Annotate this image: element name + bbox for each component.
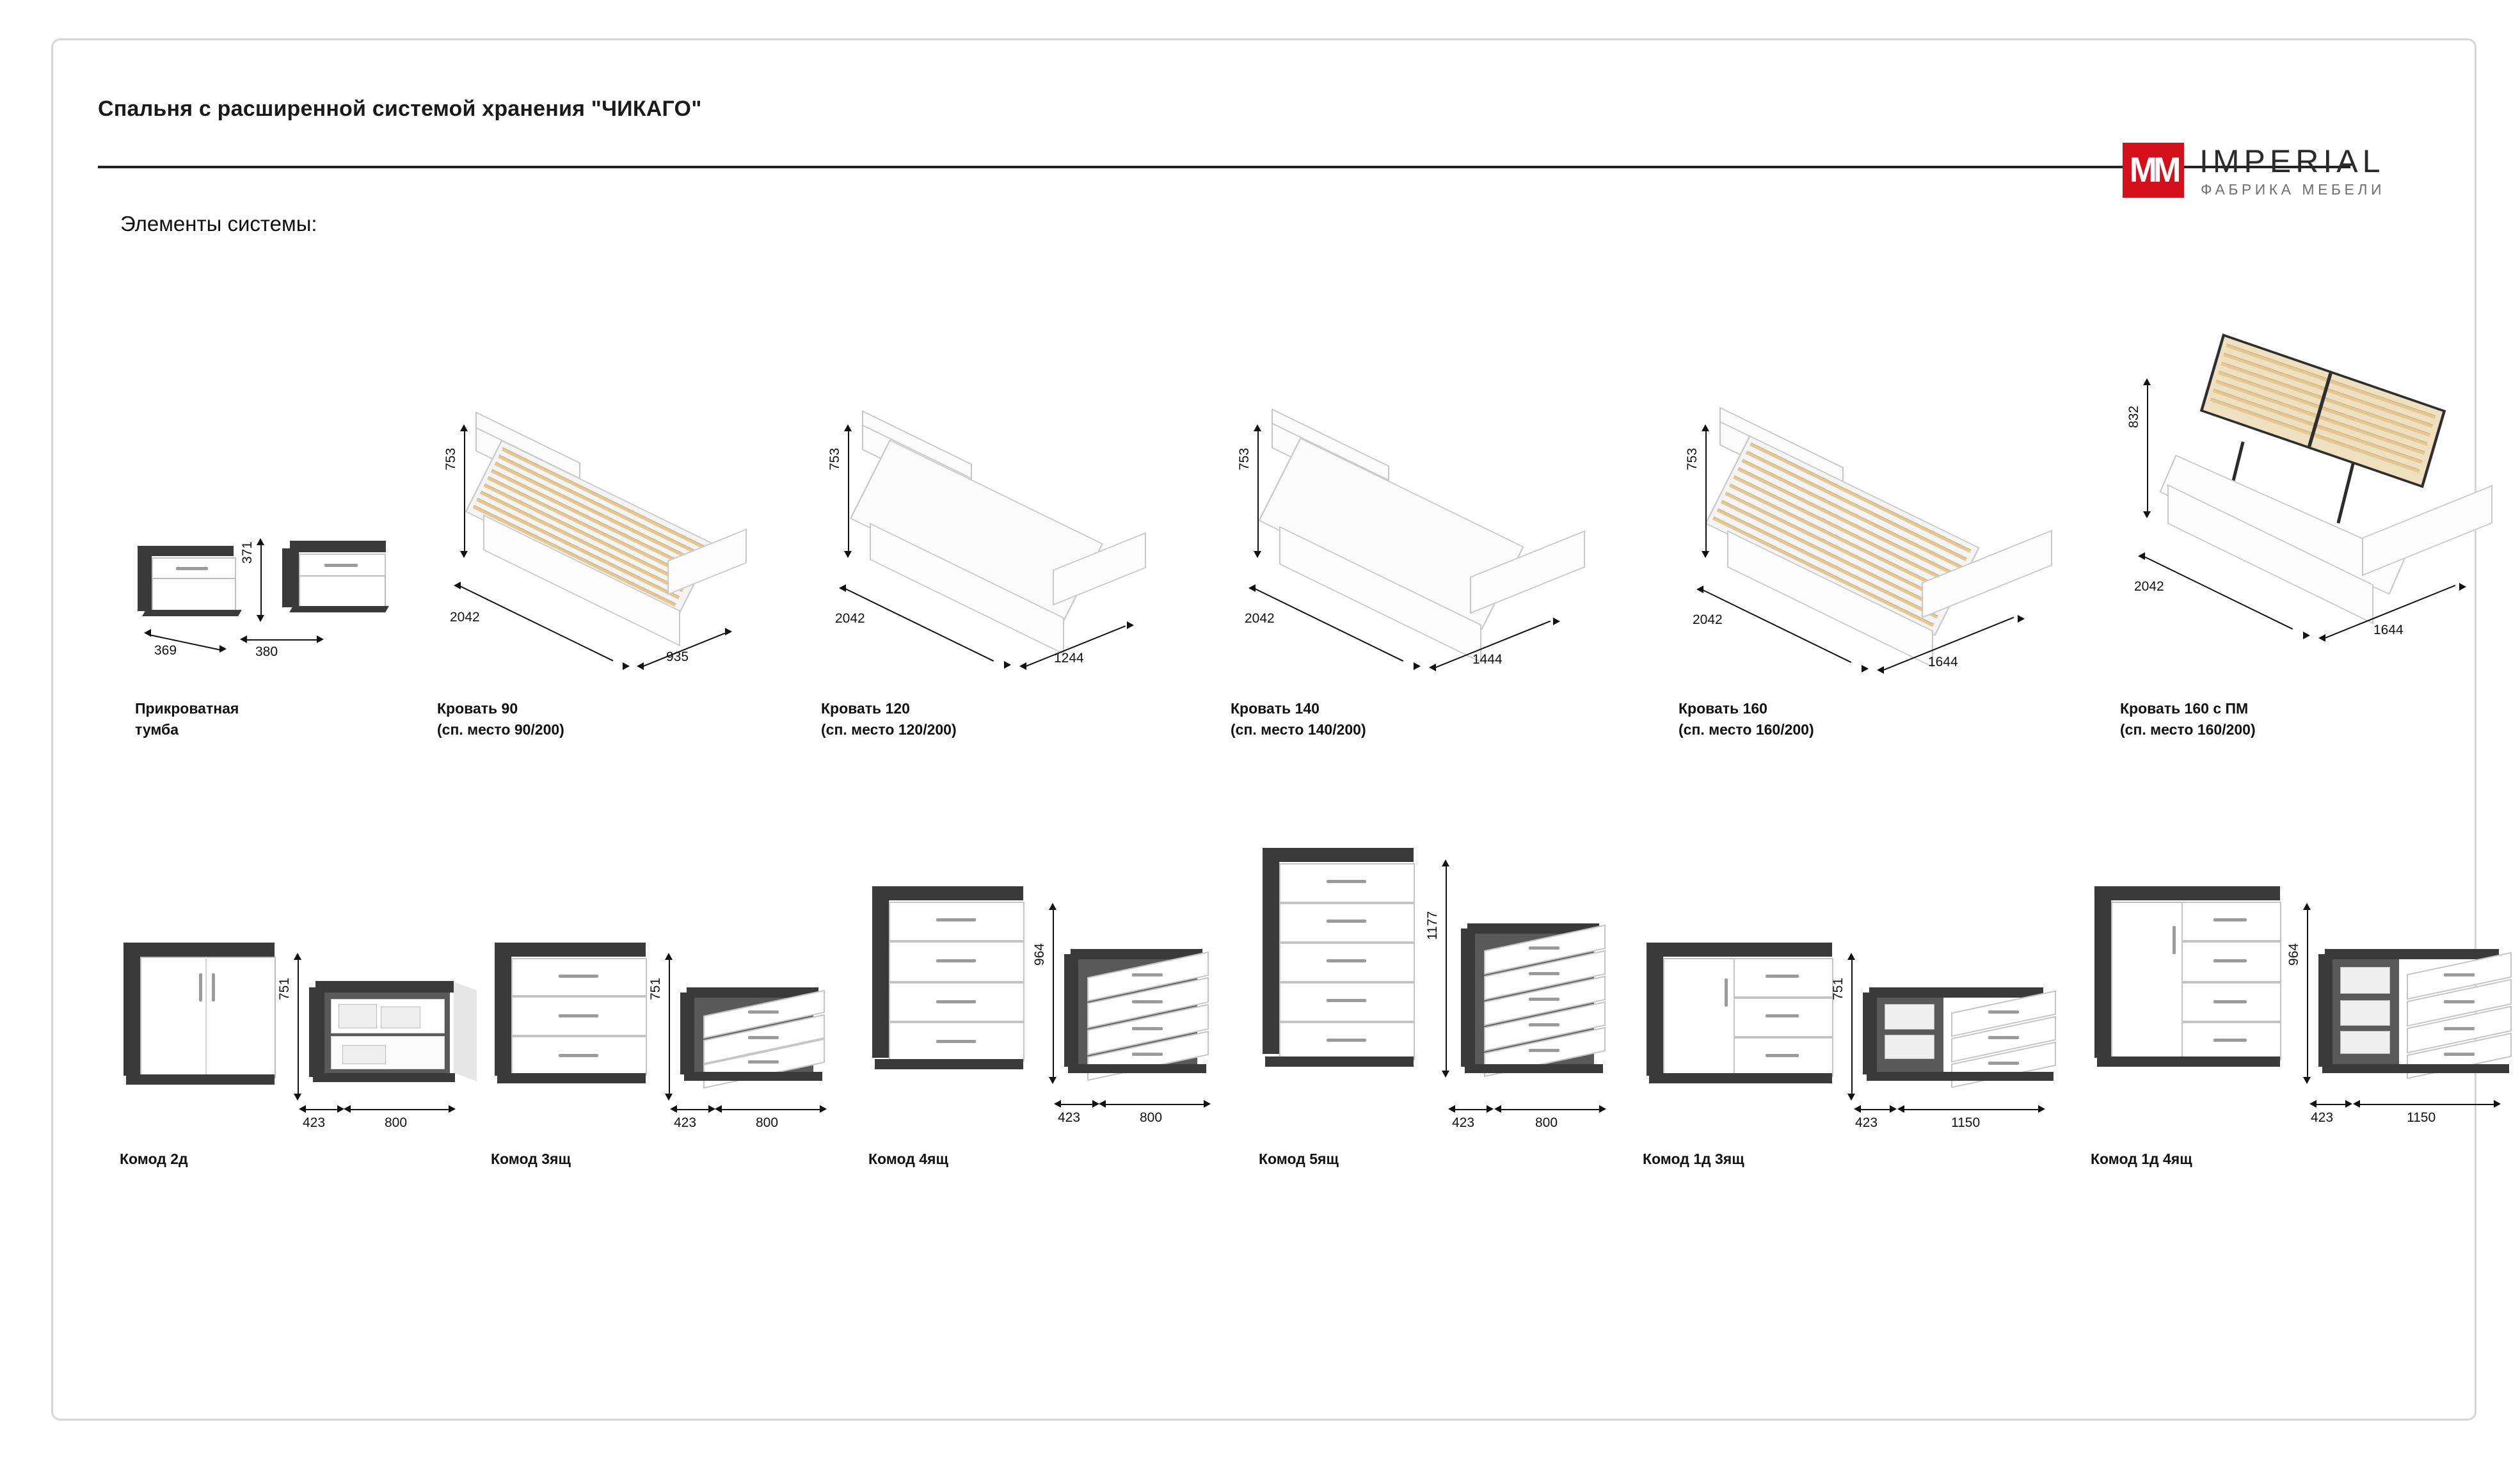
bed-160-view <box>1711 437 2056 648</box>
dim-komod2d-depth: 423 <box>303 1115 326 1130</box>
dim-komod4-height: 964 <box>1032 943 1047 966</box>
document-page <box>51 38 2476 1421</box>
dim-komod3-depth: 423 <box>674 1115 697 1130</box>
item-bedside-table <box>124 527 392 795</box>
brand-logo <box>2123 136 2423 207</box>
komod-3yash-front <box>495 943 655 1096</box>
komod-5yash-front <box>1263 848 1423 1072</box>
item-bed-120 <box>821 411 1179 795</box>
komod-1d-4yash-open <box>2318 949 2520 1096</box>
logo-mark-letters: MM <box>2129 150 2178 190</box>
logo-mark-icon <box>2123 143 2184 198</box>
item-komod-3yash <box>488 904 872 1186</box>
komod-1d-4yash-front <box>2094 886 2286 1078</box>
dim-bed140-height: 753 <box>1237 447 1252 470</box>
komod-2d-front <box>124 943 283 1096</box>
dim-komod1d4-width: 1150 <box>2407 1110 2436 1125</box>
dim-bed160-height: 753 <box>1685 447 1700 470</box>
caption-komod-1d-3yash: Комод 1д 3ящ <box>1643 1151 1744 1167</box>
dim-bed140-width: 1444 <box>1472 652 1503 667</box>
page-title: Спальня с расширенной системой хранения "ЧИКАГО" <box>98 97 702 121</box>
komod-5yash-open <box>1461 923 1640 1103</box>
dim-komod1d3-height: 751 <box>1831 977 1846 1000</box>
bed-120-view <box>853 437 1160 648</box>
dim-bed160-width: 1644 <box>1928 655 1958 669</box>
caption-komod-3yash: Комод 3ящ <box>491 1151 571 1167</box>
item-komod-2d <box>117 904 501 1186</box>
bed-90-view <box>469 437 770 648</box>
item-komod-1d-3yash <box>1640 904 2075 1186</box>
dim-komod5-height: 1177 <box>1425 911 1440 940</box>
caption-bedside-table: Прикроватная тумба <box>135 700 239 738</box>
caption-bed-160: Кровать 160 (сп. место 160/200) <box>1679 700 1814 738</box>
dim-bedside-height: 371 <box>240 541 255 564</box>
dim-komod2d-width: 800 <box>385 1115 408 1130</box>
dim-komod5-depth: 423 <box>1452 1115 1475 1130</box>
caption-komod-2d: Комод 2д <box>120 1151 188 1167</box>
dim-komod2d-height: 751 <box>277 977 292 1000</box>
dim-bed160pm-width: 1644 <box>2373 623 2404 637</box>
caption-bed-90: Кровать 90 (сп. место 90/200) <box>437 700 564 738</box>
caption-komod-4yash: Комод 4ящ <box>868 1151 948 1167</box>
item-komod-4yash <box>866 866 1250 1186</box>
caption-bed-120: Кровать 120 (сп. место 120/200) <box>821 700 957 738</box>
dim-bedside-depth: 369 <box>154 643 177 658</box>
dim-komod1d4-height: 964 <box>2286 943 2301 966</box>
komod-2d-open <box>309 981 488 1103</box>
komod-3yash-open <box>680 987 859 1103</box>
dim-bedside-width: 380 <box>255 644 278 659</box>
komod-1d-3yash-front <box>1647 943 1838 1096</box>
dim-komod1d3-width: 1150 <box>1951 1115 1981 1130</box>
komod-4yash-open <box>1064 949 1243 1096</box>
item-bed-90 <box>431 411 789 795</box>
dim-bed90-length: 2042 <box>450 610 480 625</box>
dim-komod5-width: 800 <box>1535 1115 1558 1130</box>
dim-komod1d3-depth: 423 <box>1855 1115 1878 1130</box>
dim-komod3-height: 751 <box>648 977 663 1000</box>
title-divider <box>98 166 2350 168</box>
dim-bed120-length: 2042 <box>835 611 865 626</box>
komod-4yash-front <box>872 886 1032 1078</box>
caption-komod-5yash: Комод 5ящ <box>1259 1151 1339 1167</box>
item-komod-1d-4yash <box>2088 866 2520 1186</box>
dim-bed90-height: 753 <box>443 447 458 470</box>
brand-tagline: ФАБРИКА МЕБЕЛИ <box>2201 181 2385 198</box>
dim-bed160pm-length: 2042 <box>2134 579 2164 594</box>
item-bed-140 <box>1231 411 1615 795</box>
dim-bed140-length: 2042 <box>1245 611 1275 626</box>
brand-name: IMPERIAL <box>2199 143 2385 179</box>
section-label: Элементы системы: <box>120 212 317 235</box>
item-bed-160 <box>1679 411 2075 795</box>
dim-bed120-width: 1244 <box>1054 651 1084 666</box>
dim-bed120-height: 753 <box>827 447 842 470</box>
caption-komod-1d-4yash: Комод 1д 4ящ <box>2091 1151 2192 1167</box>
dim-bed90-width: 935 <box>666 650 689 664</box>
item-komod-5yash <box>1256 840 1640 1186</box>
bedside-table-view-right <box>282 541 404 618</box>
dim-komod1d4-depth: 423 <box>2311 1110 2334 1125</box>
caption-bed-140: Кровать 140 (сп. место 140/200) <box>1231 700 1366 738</box>
dim-bed160-length: 2042 <box>1693 612 1723 627</box>
dim-bed160pm-height: 832 <box>2126 405 2141 428</box>
caption-bed-160-pm: Кровать 160 с ПМ (сп. место 160/200) <box>2120 700 2256 738</box>
bedside-table-view-left <box>138 546 246 616</box>
bed-160-pm-view <box>2152 367 2498 642</box>
item-bed-160-pm <box>2120 354 2517 802</box>
dim-komod4-depth: 423 <box>1058 1110 1081 1125</box>
dim-komod4-width: 800 <box>1140 1110 1163 1125</box>
dim-komod3-width: 800 <box>756 1115 779 1130</box>
komod-1d-3yash-open <box>1863 987 2074 1103</box>
